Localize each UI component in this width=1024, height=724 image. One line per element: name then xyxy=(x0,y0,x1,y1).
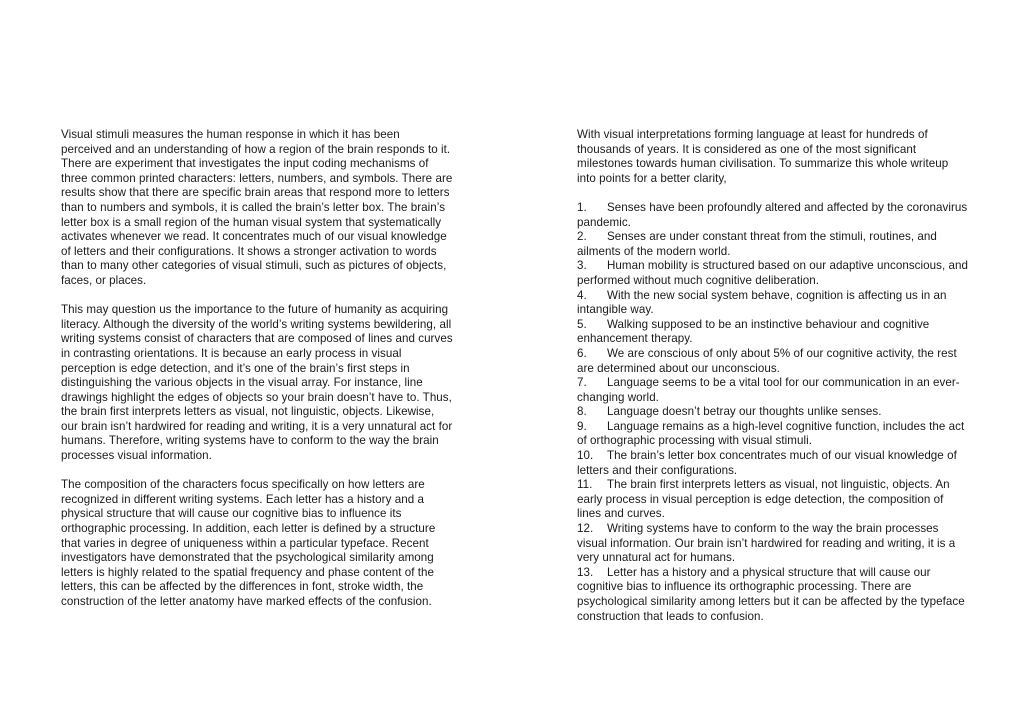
list-item-number: 2. xyxy=(577,230,587,244)
list-item xyxy=(577,259,969,288)
list-item xyxy=(577,318,969,347)
list-item-number: 13. xyxy=(577,565,594,579)
list-item-text: Walking supposed to be an instinctive behaviour and cognitive enhancement therapy. xyxy=(577,317,930,346)
list-item-text: The brain’s letter box concentrates much of our visual knowledge of letters and their configurations. xyxy=(577,449,957,477)
list-item xyxy=(577,566,969,624)
list-item xyxy=(577,201,969,230)
list-item xyxy=(577,478,969,522)
list-item-number: 6. xyxy=(577,346,587,360)
list-item-number: 4. xyxy=(577,288,587,302)
list-item-text: We are conscious of only about 5% of our cognitive activity, the rest are determined about our unconscious. xyxy=(577,346,957,375)
list-item-number: 11. xyxy=(577,478,593,492)
list-item-text: The brain first interprets letters as visual, not linguistic, objects. An early process in visual perception is edge detection, the composition of lines and curves. xyxy=(577,478,950,521)
list-item-text: Senses have been profoundly altered and affected by the coronavirus pandemic. xyxy=(577,200,968,229)
list-item-text: Human mobility is structured based on our adaptive unconscious, and performed without much cognitive deliberation. xyxy=(577,259,969,287)
list-item xyxy=(577,376,969,405)
list-item-text: Letter has a history and a physical structure that will cause our cognitive bias to influence its orthographic processing. There are psychological similarity among letters but it can be affected by the typeface construction that leads to confusion. xyxy=(577,565,965,623)
summary-list xyxy=(577,201,969,624)
list-item-text: With the new social system behave, cognition is affecting us in an intangible way. xyxy=(577,288,947,317)
list-item xyxy=(577,420,969,449)
right-column xyxy=(577,128,969,624)
list-item xyxy=(577,289,969,318)
paragraph-visual-stimuli: Visual stimuli measures the human response in which it has been perceived and an understanding of how a region of the brain responds to it. There are experiment that investigates the input coding mechanisms of three common printed characters: letters, numbers, and symbols. There are results show that there are specific brain areas that respond more to letters than to numbers and symbols, it is called the brain’s letter box. The brain’s letter box is a small region of the human visual system that systematically activates whenever we read. It concentrates much of our visual knowledge of letters and their configurations. It shows a stronger activation to words than to many other categories of visual stimuli, such as pictures of objects, faces, or places. xyxy=(61,128,453,287)
list-item xyxy=(577,347,969,376)
paragraph-literacy: This may question us the importance to the future of humanity as acquiring literacy. Although the diversity of the world’s writing systems bewildering, all writing systems consist of characters that are composed of lines and curves in contrasting orientations. It is because an early process in visual perception is edge detection, and it’s one of the brain’s first steps in distinguishing the various objects in the visual array. For instance, line drawings highlight the edges of objects so your brain doesn’t have to. Thus, the brain first interprets letters as visual, not linguistic, objects. Likewise, our brain isn’t hardwired for reading and writing, it is a very unnatural act for humans. Therefore, writing systems have to conform to the way the brain processes visual information. xyxy=(61,303,453,463)
list-item-text: Language seems to be a vital tool for our communication in an ever-changing world. xyxy=(577,376,960,404)
list-item-number: 9. xyxy=(577,419,587,433)
list-item-text: Language doesn’t betray our thoughts unlike senses. xyxy=(607,405,882,419)
list-item-number: 3. xyxy=(577,259,587,273)
paragraph-composition: The composition of the characters focus specifically on how letters are recognized in different writing systems. Each letter has a history and a physical structure that will cause our cognitive bias to influence its orthographic processing. In addition, each letter is defined by a structure that varies in degree of uniqueness within a particular typeface. Recent investigators have demonstrated that the psychological similarity among letters is highly related to the spatial frequency and phase content of the letters, this can be affected by the differences in font, stroke width, the construction of the letter anatomy have marked effects of the confusion. xyxy=(61,478,436,608)
list-item-text: Writing systems have to conform to the way the brain processes visual information. Our brain isn’t hardwired for reading and writing, it is a very unnatural act for humans. xyxy=(577,522,956,565)
list-item xyxy=(577,405,969,420)
left-column xyxy=(61,128,453,624)
list-item xyxy=(577,230,969,259)
paragraph-intro: With visual interpretations forming language at least for hundreds of thousands of years. It is considered as one of the most significant milestones towards human civilisation. To summarize this whole writeup into points for a better clarity, xyxy=(577,128,949,185)
list-item-number: 8. xyxy=(577,405,587,419)
list-item xyxy=(577,449,969,478)
list-item-number: 7. xyxy=(577,376,587,390)
list-item-number: 5. xyxy=(577,317,587,331)
list-item-number: 12. xyxy=(577,522,594,536)
list-item-number: 10. xyxy=(577,449,594,463)
list-item xyxy=(577,522,969,566)
list-item-number: 1. xyxy=(577,200,587,214)
list-item-text: Senses are under constant threat from the stimuli, routines, and ailments of the modern world. xyxy=(577,230,937,258)
list-item-text: Language remains as a high-level cognitive function, includes the act of orthographic processing with visual stimuli. xyxy=(577,419,965,448)
